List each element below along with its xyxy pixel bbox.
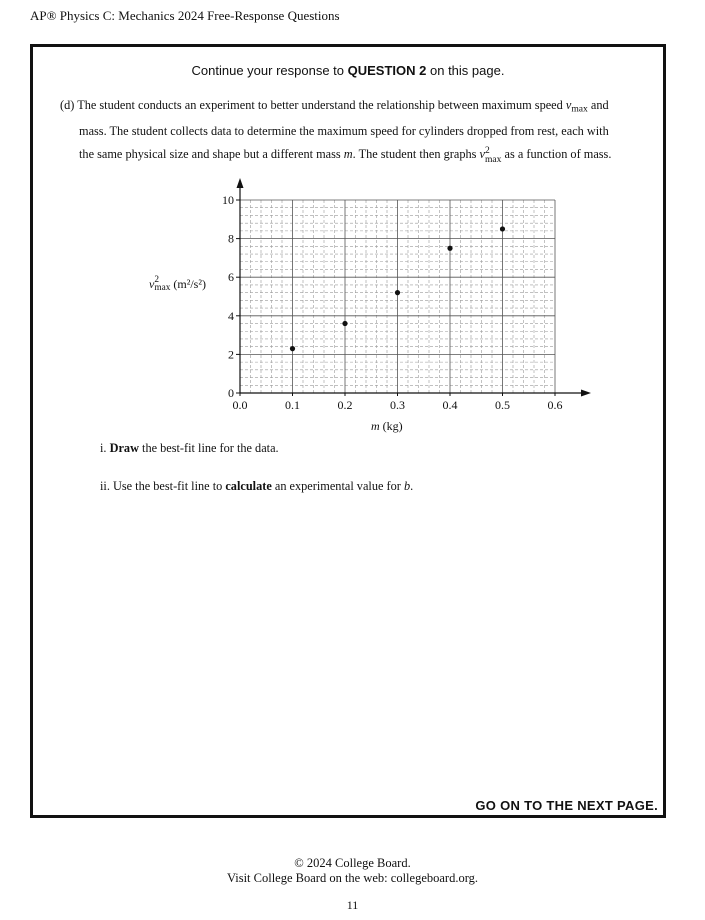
part-label: (d): [60, 98, 75, 112]
data-point: [447, 246, 452, 251]
page-number: 11: [346, 898, 359, 912]
v2-superscript: 2: [484, 145, 490, 157]
y-axis-sup: 2: [154, 275, 159, 286]
part-ii: [100, 479, 413, 494]
part-ii-prefix: ii. Use the best-fit line to: [100, 479, 226, 493]
data-point: [290, 346, 295, 351]
v2-supsub: [485, 147, 502, 163]
y-axis-sub: max: [154, 283, 171, 294]
data-point: [500, 226, 505, 231]
line3-text: the same physical size and shape but a different mass: [79, 147, 344, 162]
part-i-prefix: i.: [100, 441, 110, 455]
line1-end: and: [587, 98, 609, 112]
part-ii-end: .: [410, 479, 414, 493]
scatter-chart: [213, 177, 633, 417]
banner-prefix: Continue your response to: [191, 63, 348, 78]
y-axis-v: v: [149, 277, 155, 291]
part-ii-rest: an experimental value for: [271, 479, 404, 493]
footer-visit: Visit College Board on the web: collegeboard.org.: [226, 871, 479, 885]
response-frame: [30, 44, 666, 818]
vmax-subscript: max: [571, 103, 588, 115]
x-tick-label: 0.0: [232, 398, 248, 412]
y-tick-label: 0: [228, 386, 234, 400]
data-point: [342, 321, 347, 326]
x-tick-label: 0.2: [337, 398, 353, 412]
y-tick-label: 6: [228, 270, 234, 285]
x-tick-label: 0.6: [547, 398, 563, 412]
banner-question: QUESTION 2: [347, 63, 427, 78]
y-tick-label: 10: [222, 193, 234, 207]
banner-suffix: on this page.: [426, 63, 505, 78]
line3-end: as a function of mass.: [501, 147, 612, 162]
part-i: [100, 441, 279, 456]
x-tick-label: 0.3: [390, 398, 405, 412]
page-footer: [0, 856, 705, 886]
x-tick-label: 0.5: [495, 398, 510, 412]
x-tick-label: 0.4: [442, 398, 458, 412]
mass-symbol: m: [343, 147, 353, 162]
v2-subscript: max: [484, 153, 502, 165]
page-header: AP® Physics C: Mechanics 2024 Free-Response Questions: [30, 8, 340, 23]
v2-symbol: v: [479, 147, 485, 162]
data-point: [395, 290, 400, 295]
part-i-rest: the best-fit line for the data.: [138, 441, 279, 455]
line3-middle: . The student then graphs: [352, 147, 480, 162]
y-axis-units: (m²/s²): [170, 277, 206, 291]
y-tick-label: 4: [228, 308, 234, 323]
line1-text: The student conducts an experiment to better understand the relationship between maximum speed: [77, 98, 566, 112]
question-line-3: [60, 143, 645, 166]
y-axis-supsub: [154, 277, 170, 293]
footer-copyright: © 2024 College Board.: [294, 856, 411, 870]
part-i-bold: Draw: [109, 441, 139, 455]
question-line-2: mass. The student collects data to determine the maximum speed for cylinders dropped from rest, each with: [79, 124, 609, 139]
x-tick-label: 0.1: [285, 398, 300, 412]
question-line-1: [60, 94, 645, 120]
x-axis-units: (kg): [379, 419, 403, 433]
x-axis-arrow: [581, 390, 591, 397]
x-axis-label: [371, 419, 403, 434]
vmax-symbol: v: [565, 98, 572, 112]
y-axis-label: [149, 277, 206, 293]
part-ii-var: b: [403, 479, 411, 493]
go-next-label: GO ON TO THE NEXT PAGE.: [475, 798, 658, 813]
y-tick-label: 2: [228, 347, 234, 362]
question-text: [60, 94, 645, 166]
y-axis-arrow: [237, 178, 244, 188]
part-ii-bold: calculate: [225, 479, 272, 493]
x-axis-symbol: m: [371, 419, 380, 433]
continue-banner: [33, 63, 663, 78]
y-tick-label: 8: [228, 231, 234, 246]
